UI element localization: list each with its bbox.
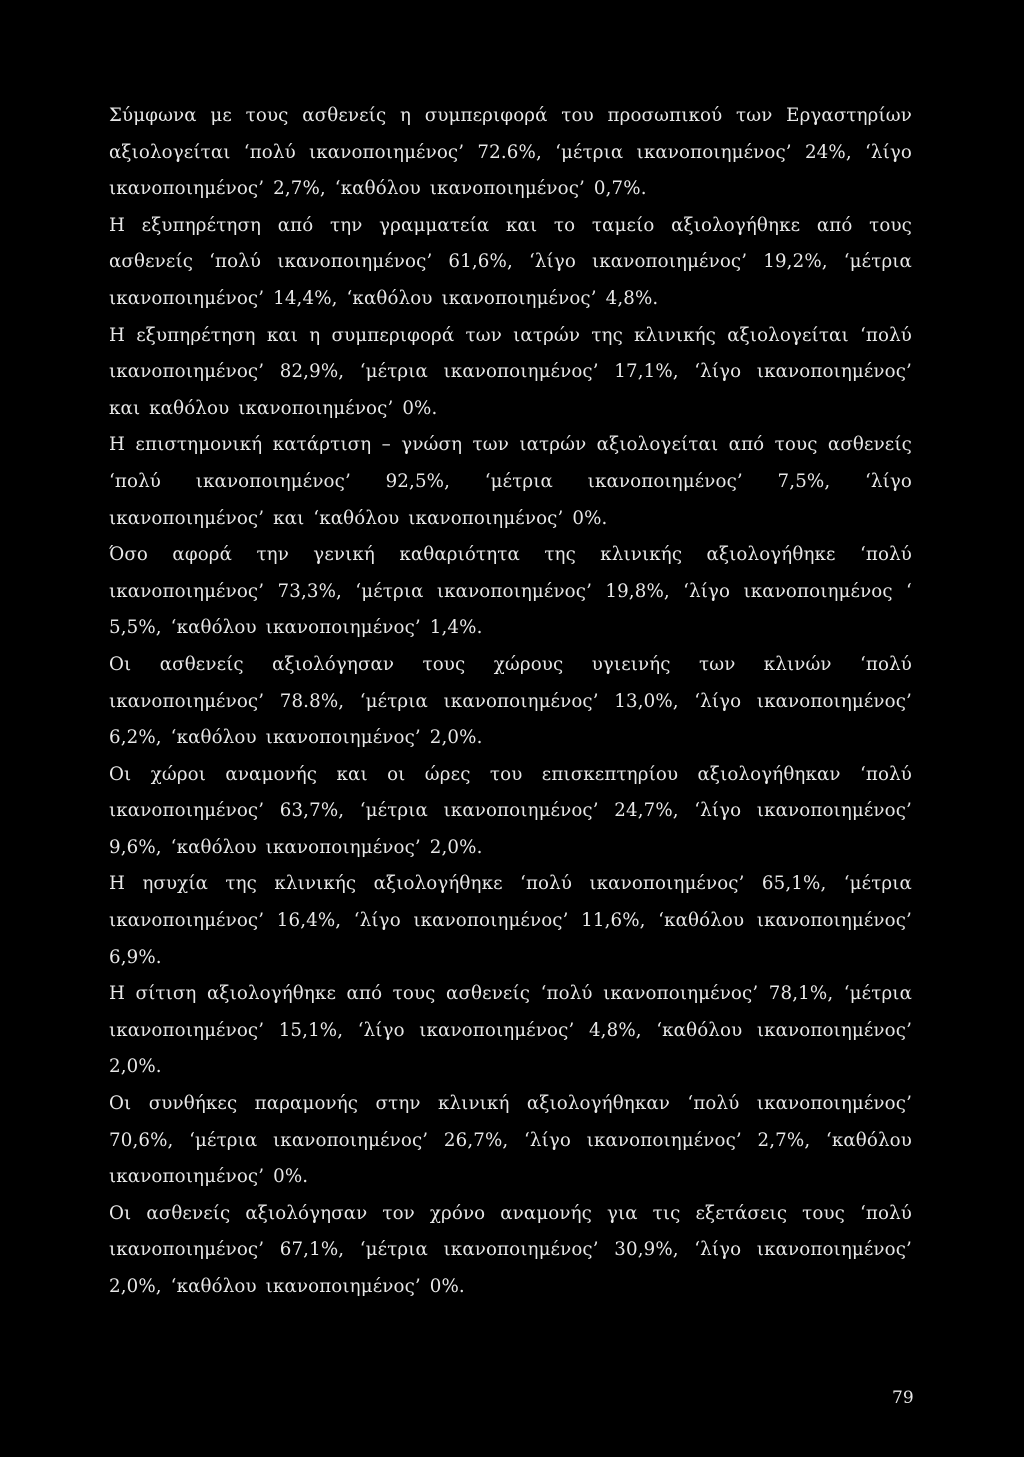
paragraph-exam-waiting-time: Οι ασθενείς αξιολόγησαν τον χρόνο αναμονής για τις εξετάσεις τους ‘πολύ ικανοποιημένος’ 67,1%, ‘μέτρια ικανοποιημένος’ 30,9%, ‘λίγο ικανοποιημένος’ 2,0%, ‘καθόλου ικανοποιημένος’ 0%. bbox=[109, 1202, 912, 1297]
paragraph-catering: Η σίτιση αξιολογήθηκε από τους ασθενείς ‘πολύ ικανοποιημένος’ 78,1%, ‘μέτρια ικανοποιημένος’ 15,1%, ‘λίγο ικανοποιημένος’ 4,8%, ‘καθόλου ικανοποιημένος’ 2,0%. bbox=[109, 983, 912, 1078]
paragraph-waiting-areas: Οι χώροι αναμονής και οι ώρες του επισκεπτηρίου αξιολογήθηκαν ‘πολύ ικανοποιημένος’ 63,7%, ‘μέτρια ικανοποιημένος’ 24,7%, ‘λίγο ικανοποιημένος’ 9,6%, ‘καθόλου ικανοποιημένος’ 2,0%. bbox=[109, 763, 912, 858]
paragraph-doctors-knowledge: Η επιστημονική κατάρτιση – γνώση των ιατρών αξιολογείται από τους ασθενείς ‘πολύ ικανοποιημένος’ 92,5%, ‘μέτρια ικανοποιημένος’ 7,5%, ‘λίγο ικανοποιημένος’ και ‘καθόλου ικανοποιημένος’ 0%. bbox=[109, 434, 912, 529]
body-text bbox=[109, 98, 912, 1306]
paragraph-sanitary-facilities: Οι ασθενείς αξιολόγησαν τους χώρους υγιεινής των κλινών ‘πολύ ικανοποιημένος’ 78.8%, ‘μέτρια ικανοποιημένος’ 13,0%, ‘λίγο ικανοποιημένος’ 6,2%, ‘καθόλου ικανοποιημένος’ 2,0%. bbox=[109, 653, 912, 749]
paragraph-doctors-behavior: Η εξυπηρέτηση και η συμπεριφορά των ιατρών της κλινικής αξιολογείται ‘πολύ ικανοποιημένος’ 82,9%, ‘μέτρια ικανοποιημένος’ 17,1%, ‘λίγο ικανοποιημένος’ και καθόλου ικανοποιημένος’ 0%. bbox=[109, 324, 912, 419]
paragraph-secretariat-service: Η εξυπηρέτηση από την γραμματεία και το ταμείο αξιολογήθηκε από τους ασθενείς ‘πολύ ικανοποιημένος’ 61,6%, ‘λίγο ικανοποιημένος’ 19,2%, ‘μέτρια ικανοποιημένος’ 14,4%, ‘καθόλου ικανοποιημένος’ 4,8%. bbox=[109, 214, 912, 309]
page-number: 79 bbox=[892, 1388, 914, 1408]
paragraph-cleanliness: Όσο αφορά την γενική καθαριότητα της κλινικής αξιολογήθηκε ‘πολύ ικανοποιημένος’ 73,3%, ‘μέτρια ικανοποιημένος’ 19,8%, ‘λίγο ικανοποιημένος ‘ 5,5%, ‘καθόλου ικανοποιημένος’ 1,4%. bbox=[109, 544, 912, 639]
paragraph-stay-conditions: Οι συνθήκες παραμονής στην κλινική αξιολογήθηκαν ‘πολύ ικανοποιημένος’ 70,6%, ‘μέτρια ικανοποιημένος’ 26,7%, ‘λίγο ικανοποιημένος’ 2,7%, ‘καθόλου ικανοποιημένος’ 0%. bbox=[109, 1093, 912, 1188]
paragraph-quietness: Η ησυχία της κλινικής αξιολογήθηκε ‘πολύ ικανοποιημένος’ 65,1%, ‘μέτρια ικανοποιημένος’ 16,4%, ‘λίγο ικανοποιημένος’ 11,6%, ‘καθόλου ικανοποιημένος’ 6,9%. bbox=[109, 873, 912, 968]
paragraph-lab-staff-behavior: Σύμφωνα με τους ασθενείς η συμπεριφορά του προσωπικού των Εργαστηρίων αξιολογείται ‘πολύ ικανοποιημένος’ 72.6%, ‘μέτρια ικανοποιημένος’ 24%, ‘λίγο ικανοποιημένος’ 2,7%, ‘καθόλου ικανοποιημένος’ 0,7%. bbox=[109, 105, 912, 200]
